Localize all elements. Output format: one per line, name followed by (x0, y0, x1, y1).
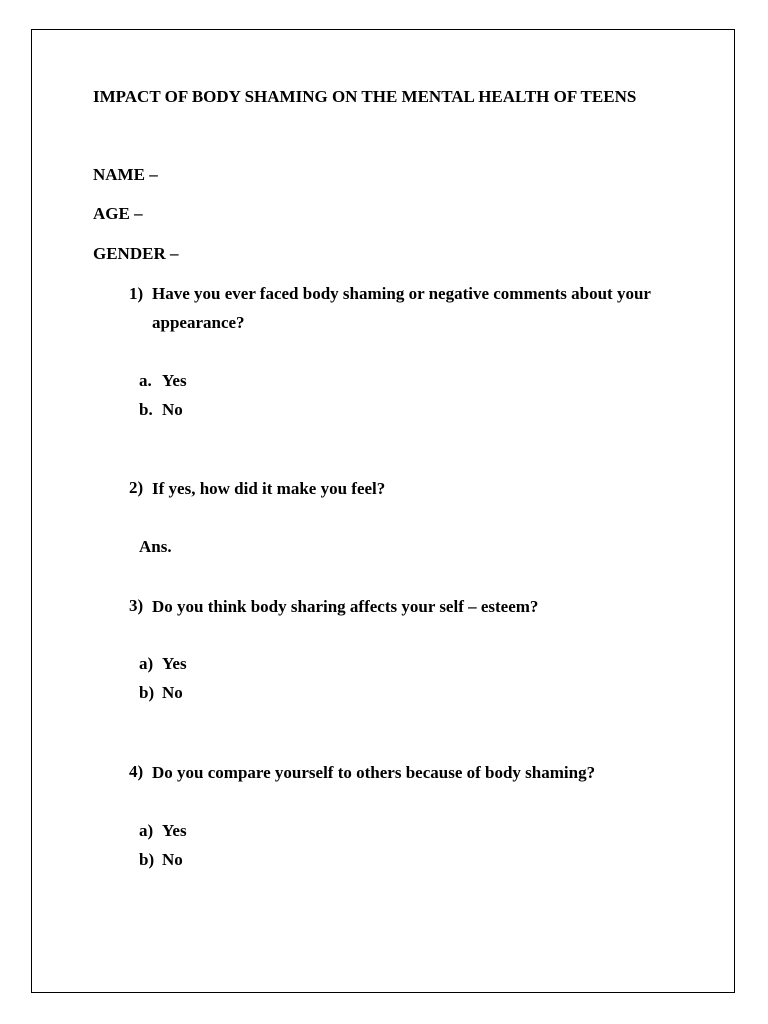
question-number: 1) (129, 284, 144, 303)
option-yes: Yes (162, 371, 187, 390)
question-text: If yes, how did it make you feel? (152, 479, 386, 498)
question-text: Do you think body sharing affects your self – esteem? (152, 597, 539, 616)
option-marker: a. (139, 371, 152, 390)
gender-field-label: GENDER – (93, 244, 179, 263)
option-marker: b. (139, 400, 153, 419)
option-marker: b) (139, 850, 155, 869)
name-field-label: NAME – (93, 165, 158, 184)
option-marker: b) (139, 683, 155, 702)
age-field-label: AGE – (93, 204, 143, 223)
question-text: Have you ever faced body shaming or negative comments about your appearance? (152, 284, 651, 332)
option-no: No (162, 850, 183, 869)
option-marker: a) (139, 654, 154, 673)
question-text: Do you compare yourself to others because of body shaming? (152, 763, 596, 782)
question-number: 3) (129, 596, 144, 615)
document-title: IMPACT OF BODY SHAMING ON THE MENTAL HEALTH OF TEENS (93, 87, 637, 106)
question-number: 2) (129, 478, 144, 497)
answer-label: Ans. (139, 537, 172, 556)
option-yes: Yes (162, 821, 187, 840)
option-no: No (162, 400, 183, 419)
option-no: No (162, 683, 183, 702)
option-yes: Yes (162, 654, 187, 673)
question-number: 4) (129, 762, 144, 781)
option-marker: a) (139, 821, 154, 840)
